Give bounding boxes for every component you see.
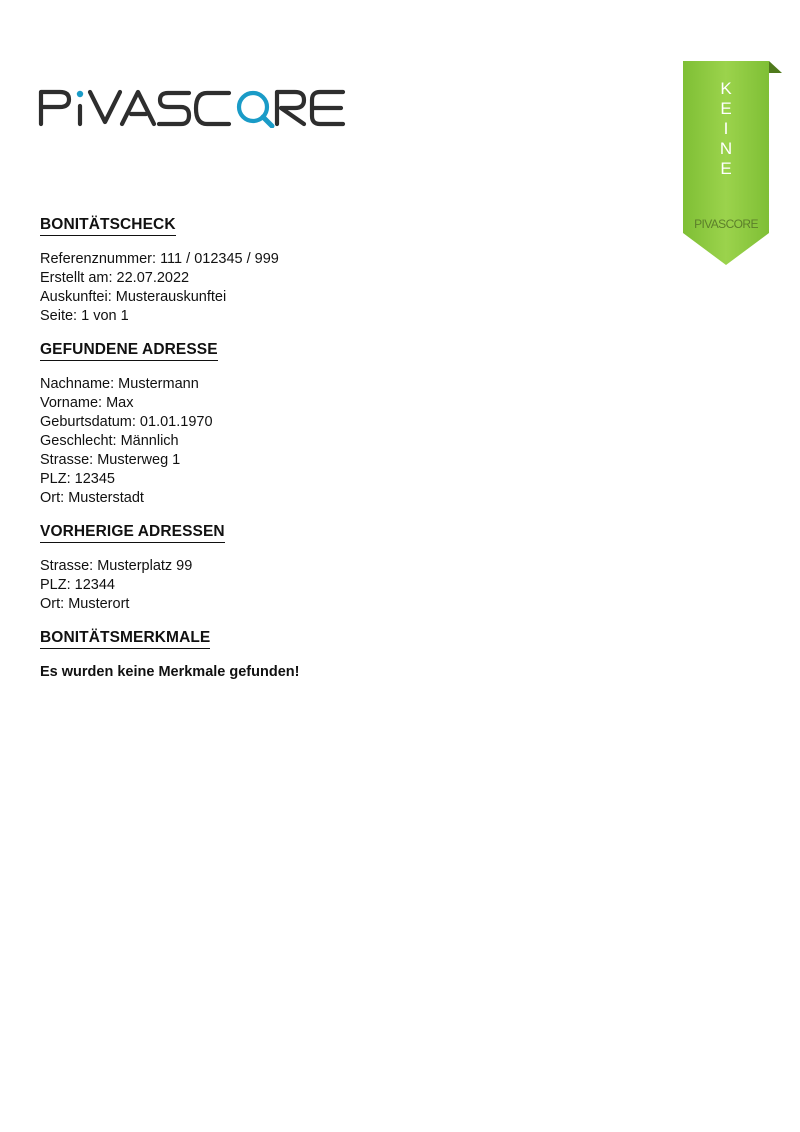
rating-ribbon-badge [683, 61, 782, 267]
ribbon-letter: E [720, 159, 732, 178]
previous-street: Strasse: Musterplatz 99 [40, 558, 193, 574]
ribbon-keine-label [683, 79, 769, 179]
birth-date: Geburtsdatum: 01.01.1970 [40, 414, 213, 430]
city: Ort: Musterstadt [40, 490, 144, 506]
section-bonitaetscheck [40, 216, 660, 326]
section-heading: BONITÄTSCHECK [40, 216, 176, 236]
section-heading: VORHERIGE ADRESSEN [40, 523, 225, 543]
ribbon-letter: E [720, 99, 732, 118]
section-heading: BONITÄTSMERKMALE [40, 629, 210, 649]
ribbon-letter: K [720, 79, 732, 98]
report-content [40, 216, 660, 697]
postal-code: PLZ: 12345 [40, 471, 115, 487]
last-name: Nachname: Mustermann [40, 376, 199, 392]
gender: Geschlecht: Männlich [40, 433, 179, 449]
page-counter: Seite: 1 von 1 [40, 308, 129, 324]
previous-city: Ort: Musterort [40, 596, 130, 612]
ribbon-letter: I [723, 119, 729, 138]
ribbon-brand-label: PIVASCORE [694, 217, 758, 231]
first-name: Vorname: Max [40, 395, 134, 411]
street: Strasse: Musterweg 1 [40, 452, 181, 468]
section-bonitaetsmerkmale [40, 629, 660, 682]
created-date: Erstellt am: 22.07.2022 [40, 270, 190, 286]
ribbon-letter: N [719, 139, 733, 158]
section-heading: GEFUNDENE ADRESSE [40, 341, 218, 361]
pivascore-logo [38, 84, 348, 128]
previous-postal-code: PLZ: 12344 [40, 577, 115, 593]
credit-bureau: Auskunftei: Musterauskunftei [40, 289, 227, 305]
section-gefundene-adresse [40, 341, 660, 508]
no-features-message: Es wurden keine Merkmale gefunden! [40, 664, 300, 680]
section-vorherige-adressen [40, 523, 660, 614]
reference-number: Referenznummer: 111 / 012345 / 999 [40, 251, 279, 267]
